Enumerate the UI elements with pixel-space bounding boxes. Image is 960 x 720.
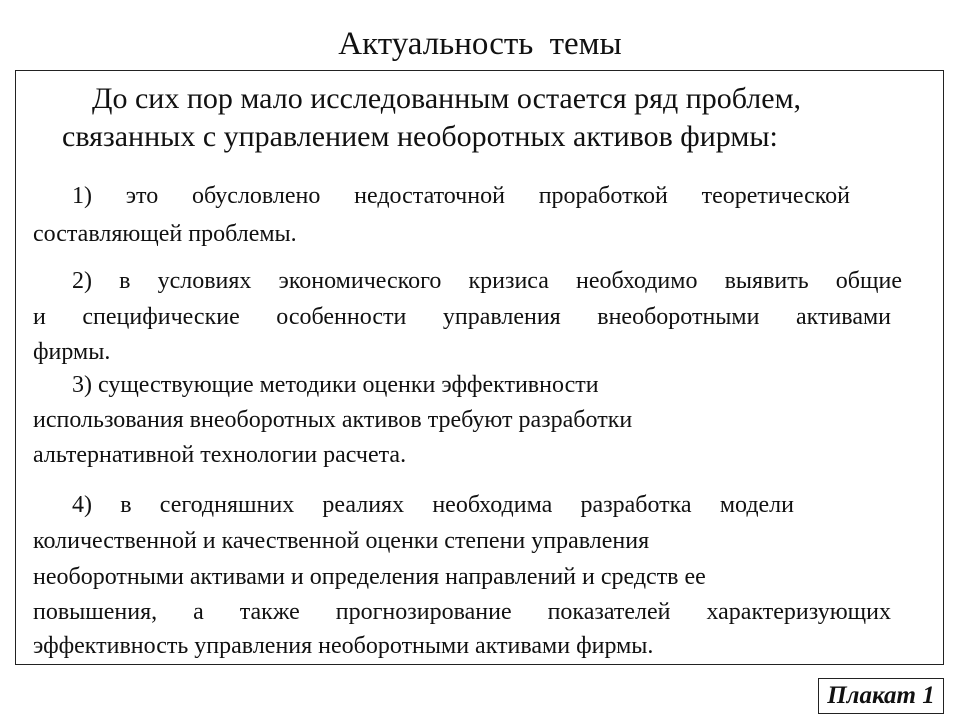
point-line: 4) в сегодняшних реалиях необходима разработка модели [72,492,794,518]
point-line: эффективность управления необоротными активами фирмы. [33,633,654,659]
point-line: 3) существующие методики оценки эффективности [72,372,599,398]
point-line: использования внеоборотных активов требуют разработки [33,407,633,433]
intro-line: До сих пор мало исследованным остается ряд проблем, [92,82,802,115]
point-line: 2) в условиях экономического кризиса необходимо выявить общие [72,268,902,294]
point-line: 1) это обусловлено недостаточной проработкой теоретической [72,183,850,209]
point-line: необоротными активами и определения направлений и средств ее [33,564,706,590]
slide-title: Актуальность темы [338,26,622,62]
intro-line: связанных с управлением необоротных активов фирмы: [62,120,778,153]
point-line: фирмы. [33,339,111,365]
point-line: повышения, а также прогнозирование показателей характеризующих [33,599,891,625]
point-line: составляющей проблемы. [33,221,297,247]
point-line: количественной и качественной оценки степени управления [33,528,650,554]
poster-label: Плакат 1 [818,678,944,714]
point-line: альтернативной технологии расчета. [33,442,407,468]
point-line: и специфические особенности управления внеоборотными активами [33,304,891,330]
